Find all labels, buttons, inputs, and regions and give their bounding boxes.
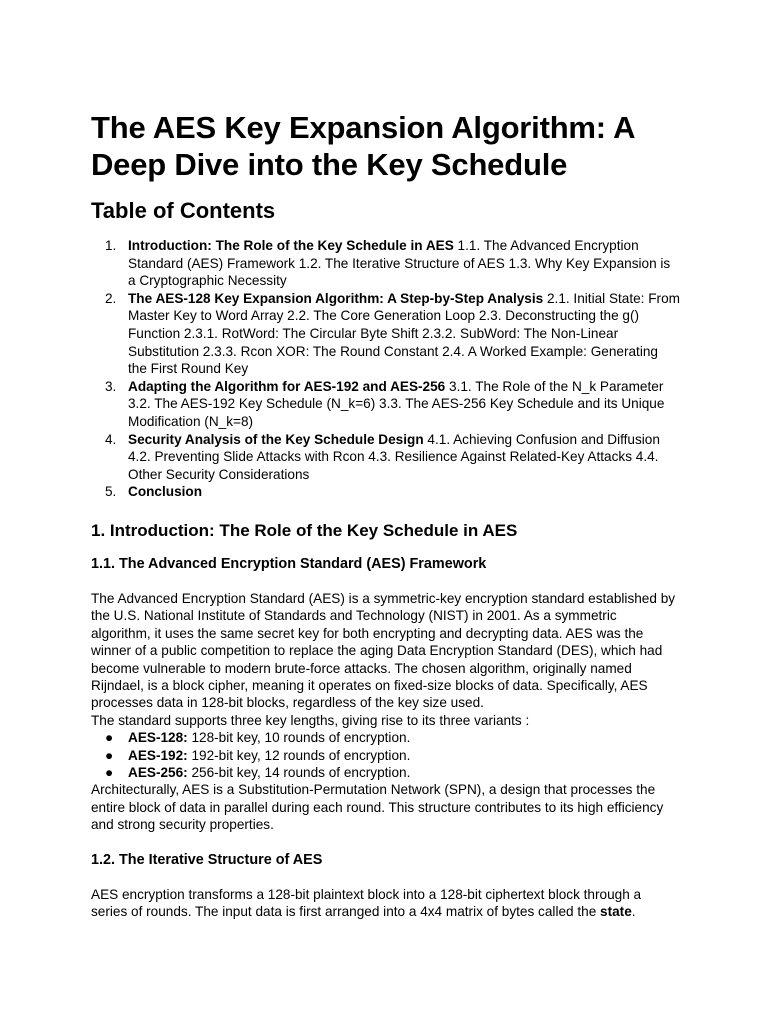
toc-item-title: Conclusion <box>128 484 203 500</box>
toc-item-number: 1. <box>105 238 117 253</box>
toc-item-subsections: 2.1. Initial State: From Master Key to Word Array 2.2. The Core Generation Loop 2.3. Deconstructing the g() Function 2.3.1. RotWord: The Circular Byte Shift 2.3.2. SubWord: The Non-Linear Substitution 2.3.3. Rcon XOR: The Round Constant 2.4. A Worked Example: Generating the First Round Key <box>128 290 680 377</box>
bullet-icon: ● <box>105 730 114 746</box>
paragraph-term: state <box>600 904 632 919</box>
paragraph-text-end: . <box>631 904 636 919</box>
toc-item-subsections: 3.1. The Role of the N_k Parameter 3.2. The AES-192 Key Schedule (N_k=6) 3.3. The AES-256 Key Schedule and its Unique Modification (N_k=8) <box>128 378 665 429</box>
toc-item <box>91 483 680 501</box>
toc-item <box>91 378 680 431</box>
toc-item-number: 5. <box>105 484 117 500</box>
variant-list <box>91 729 680 781</box>
toc-item-number: 2. <box>105 290 117 306</box>
list-item-text: 128-bit key, 10 rounds of encryption. <box>187 730 411 746</box>
bullet-icon: ● <box>105 764 114 780</box>
list-item-term: AES-192: <box>128 747 188 763</box>
list-item <box>91 747 680 764</box>
toc-item-title: Adapting the Algorithm for AES-192 and AES-256 <box>128 378 446 394</box>
list-item-text: 256-bit key, 14 rounds of encryption. <box>187 764 411 780</box>
paragraph: The standard supports three key lengths, giving rise to its three variants : <box>91 712 530 728</box>
toc-item-subsections: 4.1. Achieving Confusion and Diffusion 4.2. Preventing Slide Attacks with Rcon 4.3. Resilience Against Related-Key Attacks 4.4. Other Security Considerations <box>128 431 660 482</box>
paragraph <box>91 886 680 921</box>
paragraph: Architecturally, AES is a Substitution-Permutation Network (SPN), a design that processes the entire block of data in parallel during each round. This structure contributes to its high efficiency and strong security properties. <box>91 782 664 833</box>
toc-item-title: Introduction: The Role of the Key Schedule in AES <box>128 238 454 253</box>
toc-item-number: 4. <box>105 431 117 447</box>
toc-item-number: 3. <box>105 378 117 394</box>
table-of-contents <box>91 237 680 501</box>
toc-item-title: The AES-128 Key Expansion Algorithm: A Step-by-Step Analysis <box>128 290 544 306</box>
bullet-icon: ● <box>105 747 114 763</box>
list-item-text: 192-bit key, 12 rounds of encryption. <box>187 747 411 763</box>
toc-item <box>91 237 680 290</box>
subsection-heading: 1.2. The Iterative Structure of AES <box>91 851 323 868</box>
toc-item <box>91 290 680 378</box>
list-item <box>91 764 680 781</box>
section-heading: 1. Introduction: The Role of the Key Schedule in AES <box>91 520 518 540</box>
toc-item-subsections: 1.1. The Advanced Encryption Standard (AES) Framework 1.2. The Iterative Structure of AES 1.3. Why Key Expansion is a Cryptographic Necessity <box>128 238 671 289</box>
list-item <box>91 729 680 746</box>
list-item-term: AES-128: <box>128 730 188 746</box>
toc-heading: Table of Contents <box>91 198 276 223</box>
document-title: The AES Key Expansion Algorithm: A Deep Dive into the Key Schedule <box>91 110 635 182</box>
paragraph: The Advanced Encryption Standard (AES) is a symmetric-key encryption standard established by the U.S. National Institute of Standards and Technology (NIST) in 2001. As a symmetric algorithm, it uses the same secret key for both encrypting and decrypting data. AES was the winner of a public competition to replace the aging Data Encryption Standard (DES), which had become vulnerable to modern brute-force attacks. The chosen algorithm, originally named Rijndael, is a block cipher, meaning it operates on fixed-size blocks of data. Specifically, AES processes data in 128-bit blocks, regardless of the key size used. <box>91 590 676 711</box>
paragraph-text: AES encryption transforms a 128-bit plaintext block into a 128-bit ciphertext block through a series of rounds. The input data is first arranged into a 4x4 matrix of bytes called the <box>91 886 642 919</box>
toc-item <box>91 431 680 484</box>
toc-item-title: Security Analysis of the Key Schedule Design <box>128 431 424 447</box>
subsection-heading: 1.1. The Advanced Encryption Standard (AES) Framework <box>91 555 487 572</box>
list-item-term: AES-256: <box>128 764 188 780</box>
